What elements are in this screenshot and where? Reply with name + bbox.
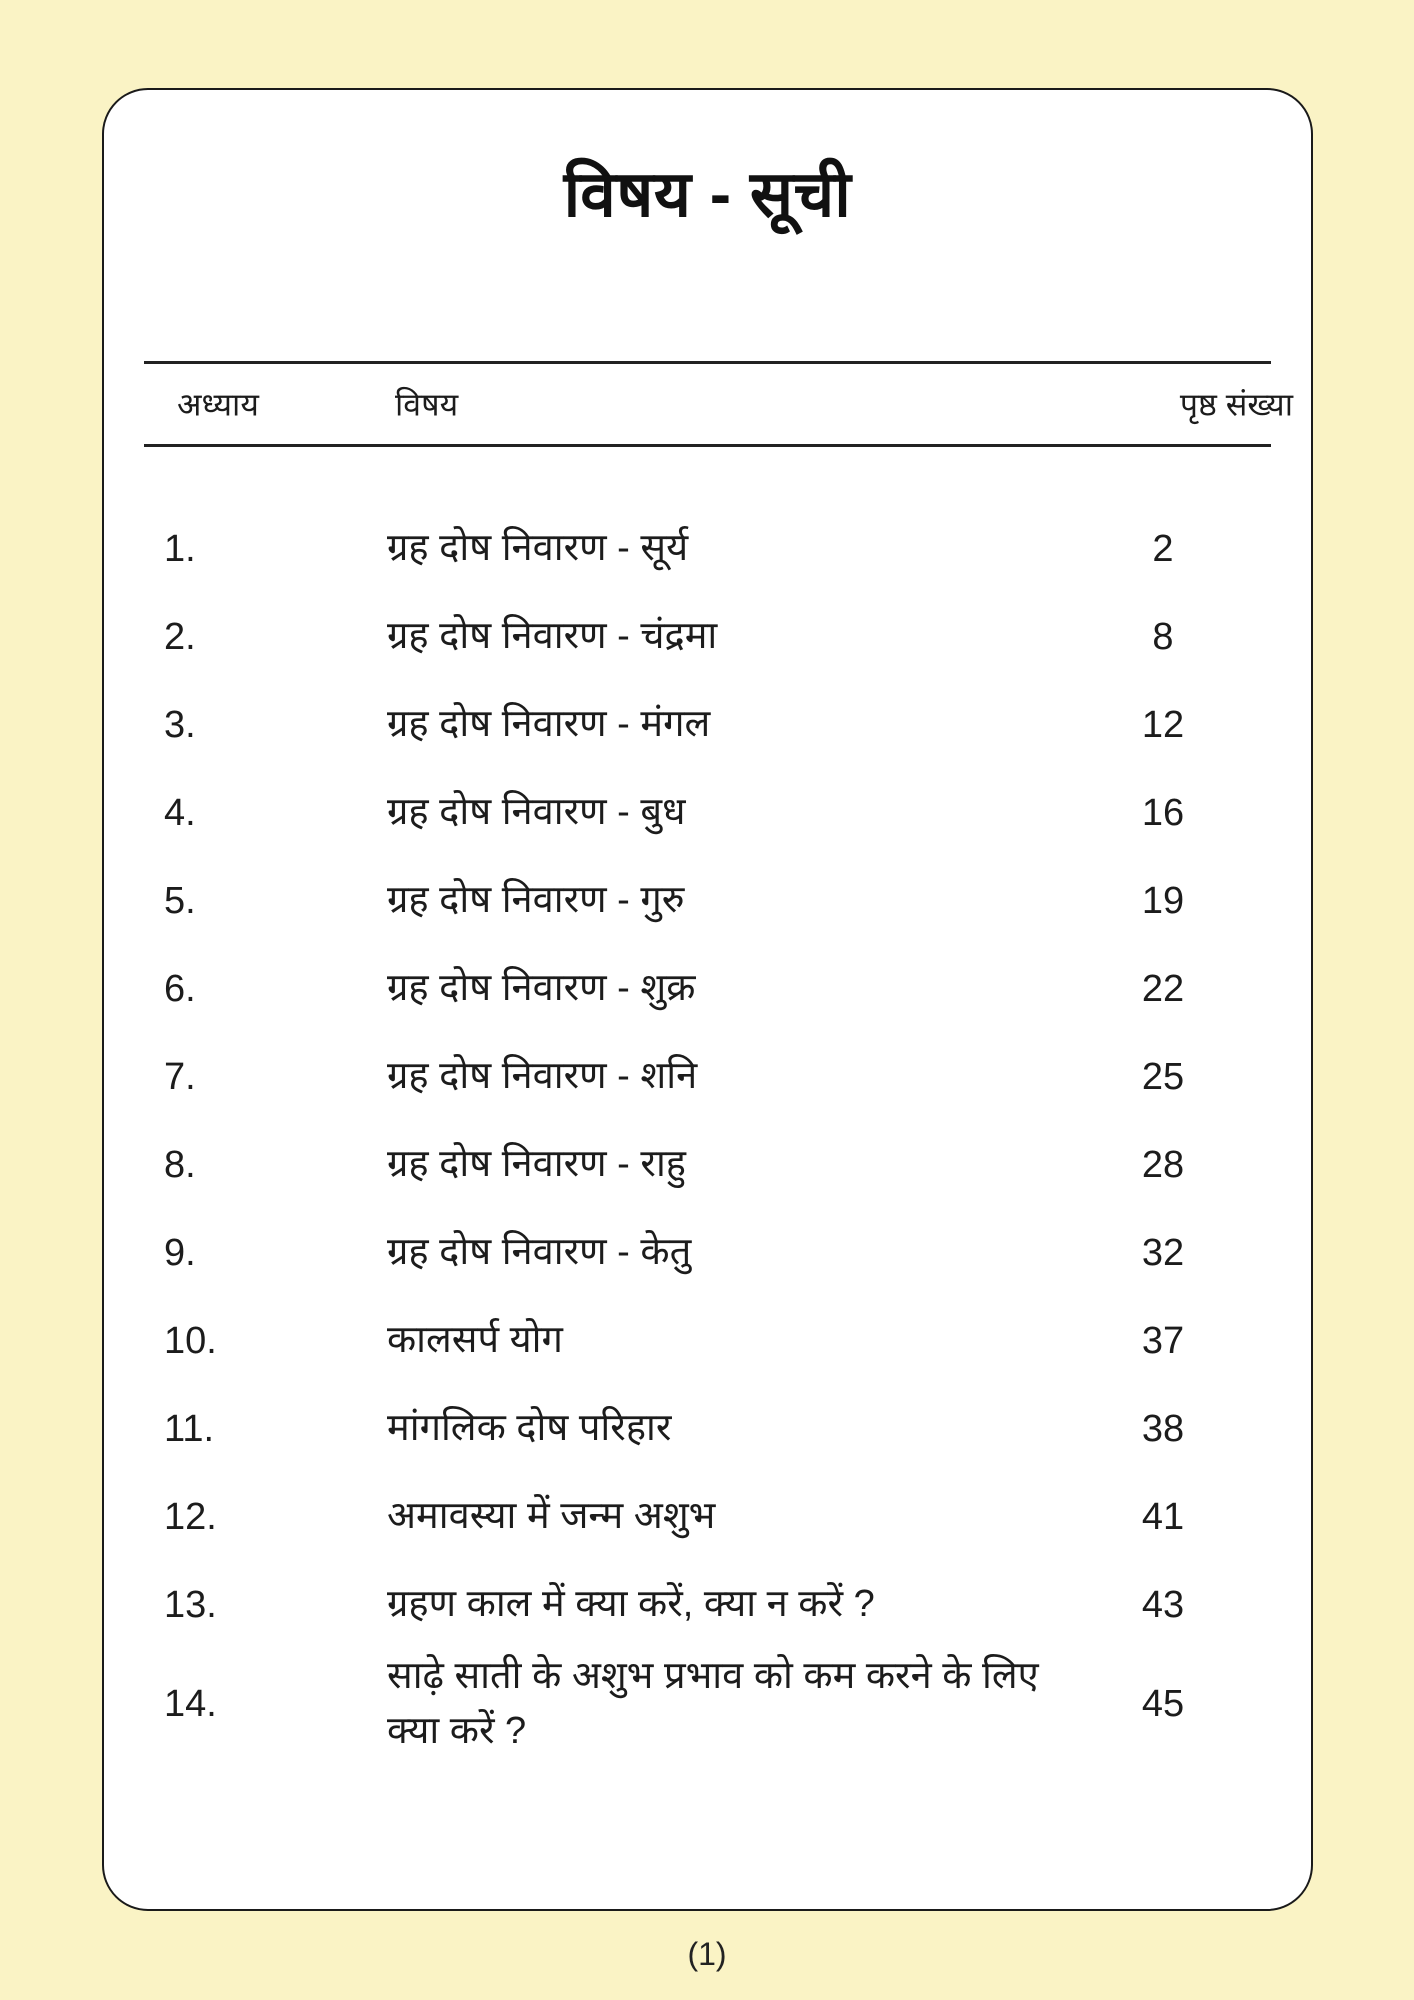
toc-row-page: 19: [1141, 879, 1185, 922]
toc-row-subject: कालसर्प योग: [387, 1319, 563, 1362]
toc-row-subject: ग्रह दोष निवारण - राहु: [387, 1143, 686, 1186]
toc-row-page: 37: [1141, 1319, 1185, 1362]
page-title: विषय - सूची: [563, 158, 852, 230]
column-header-page: पृष्ठ संख्या: [1179, 386, 1293, 423]
toc-row-number: 1.: [164, 527, 196, 570]
toc-row-subject: ग्रहण काल में क्या करें, क्या न करें ?: [387, 1583, 875, 1626]
toc-row-subject: अमावस्या में जन्म अशुभ: [387, 1495, 716, 1538]
toc-row-subject: साढ़े साती के अशुभ प्रभाव को कम करने के लिए क्या करें ?: [387, 1655, 1039, 1753]
toc-row: [104, 681, 1311, 769]
toc-row-subject: ग्रह दोष निवारण - मंगल: [387, 703, 711, 746]
toc-row: [104, 1473, 1311, 1561]
toc-row-subject: ग्रह दोष निवारण - शनि: [387, 1055, 698, 1098]
toc-row-page: 16: [1141, 791, 1185, 834]
toc-row-number: 5.: [164, 879, 196, 922]
toc-row-number: 13.: [164, 1583, 217, 1626]
toc-row: [104, 1033, 1311, 1121]
toc-row-number: 6.: [164, 967, 196, 1010]
toc-row: [104, 1209, 1311, 1297]
toc-row-page: 32: [1141, 1231, 1185, 1274]
toc-row-number: 3.: [164, 703, 196, 746]
toc-rows: [104, 505, 1311, 1759]
toc-row-page: 2: [1152, 527, 1174, 570]
toc-row-page: 22: [1141, 967, 1185, 1010]
toc-row-number: 7.: [164, 1055, 196, 1098]
column-header-subject: विषय: [395, 386, 459, 423]
toc-row-subject: मांगलिक दोष परिहार: [387, 1407, 672, 1450]
toc-row-subject: ग्रह दोष निवारण - चंद्रमा: [387, 615, 718, 658]
footer-page-number: (1): [687, 1936, 727, 1972]
toc-row: [104, 1561, 1311, 1649]
toc-row-page: 38: [1141, 1407, 1185, 1450]
toc-header: [144, 361, 1293, 447]
toc-row-page: 8: [1152, 615, 1174, 658]
toc-row: [104, 1121, 1311, 1209]
toc-row: [104, 593, 1311, 681]
toc-row: [104, 1649, 1311, 1759]
toc-row-page: 45: [1141, 1682, 1185, 1725]
toc-row-subject: ग्रह दोष निवारण - शुक्र: [387, 967, 696, 1010]
toc-row-subject: ग्रह दोष निवारण - बुध: [387, 791, 686, 834]
toc-row-number: 4.: [164, 791, 196, 834]
toc-row-number: 14.: [164, 1682, 217, 1725]
toc-row: [104, 857, 1311, 945]
toc-row-subject: ग्रह दोष निवारण - केतु: [387, 1231, 692, 1274]
toc-row: [104, 769, 1311, 857]
toc-row: [104, 945, 1311, 1033]
toc-row-number: 9.: [164, 1231, 196, 1274]
toc-row-number: 2.: [164, 615, 196, 658]
toc-row-number: 12.: [164, 1495, 217, 1538]
toc-row-subject: ग्रह दोष निवारण - गुरु: [387, 879, 685, 922]
toc-row-page: 28: [1141, 1143, 1185, 1186]
toc-row: [104, 505, 1311, 593]
toc-card: [102, 88, 1313, 1911]
toc-row: [104, 1297, 1311, 1385]
toc-row: [104, 1385, 1311, 1473]
toc-row-page: 43: [1141, 1583, 1185, 1626]
toc-row-subject: ग्रह दोष निवारण - सूर्य: [387, 527, 689, 570]
toc-row-number: 11.: [164, 1407, 215, 1450]
toc-row-page: 12: [1141, 703, 1185, 746]
toc-row-number: 10.: [164, 1319, 217, 1362]
toc-row-page: 25: [1141, 1055, 1185, 1098]
toc-row-number: 8.: [164, 1143, 196, 1186]
column-header-chapter: अध्याय: [177, 386, 259, 423]
toc-row-page: 41: [1141, 1495, 1185, 1538]
